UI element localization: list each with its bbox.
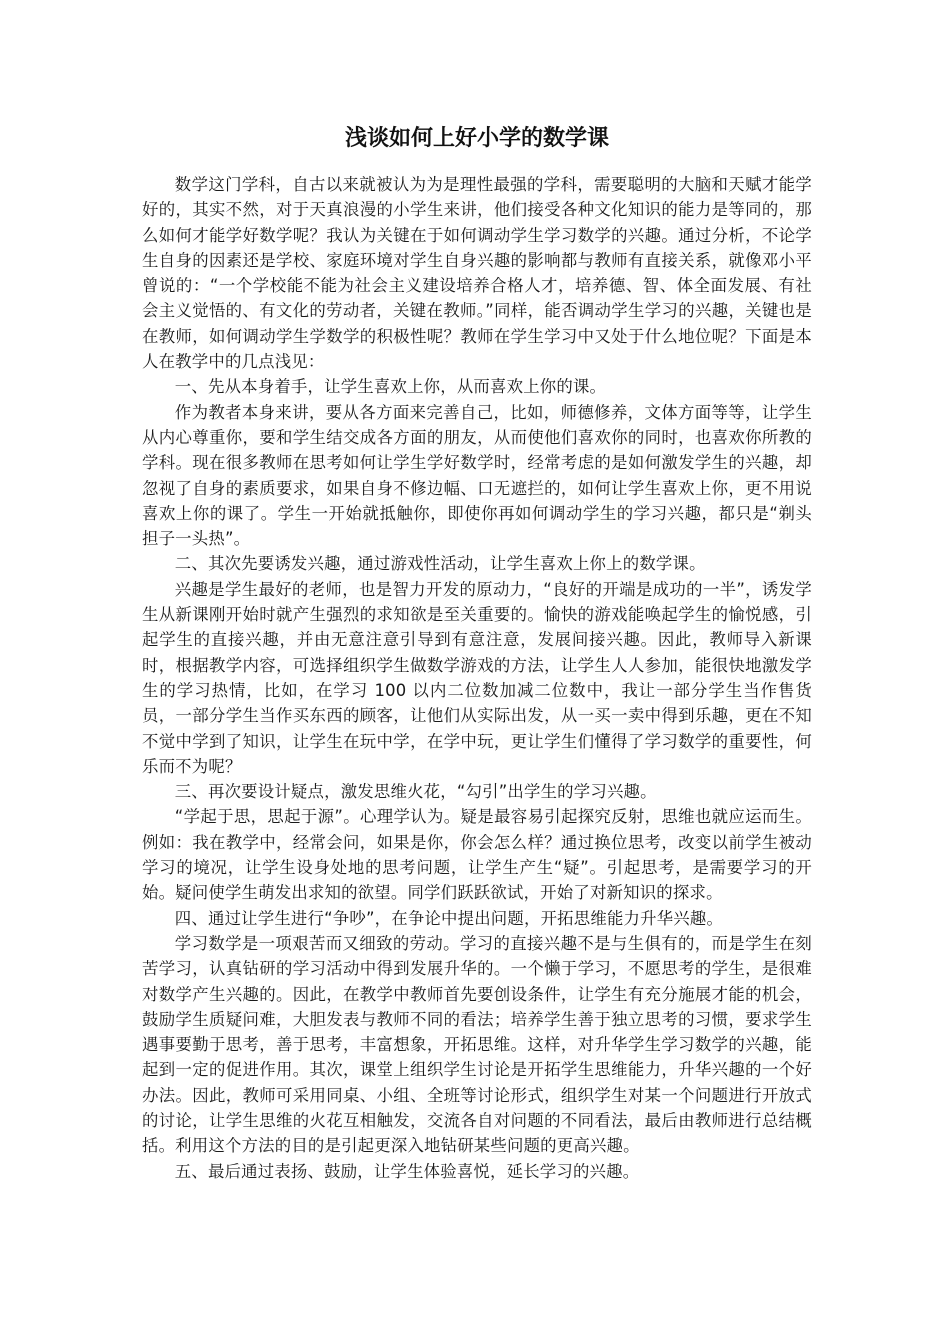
intro-paragraph: 数学这门学科，自古以来就被认为为是理性最强的学科，需要聪明的大脑和天赋才能学好的，其实不然，对于天真浪漫的小学生来讲，他们接受各种文化知识的能力是等同的，那么如何才能学好数学呢？我认为关键在于如何调动学生学习数学的兴趣。通过分析，不论学生自身的因素还是学校、家庭环境对学生自身兴趣的影响都与教师有直接关系，就像邓小平曾说的：“一个学校能不能为社会主义建设培养合格人才，培养德、智、体全面发展、有社会主义觉悟的、有文化的劳动者，关键在教师。”同样，能否调动学生学习的兴趣，关键也是在教师，如何调动学生学数学的积极性呢？教师在学生学习中又处于什么地位呢？下面是本人在教学中的几点浅见： <box>142 175 812 372</box>
document-page <box>142 0 812 1184</box>
section-heading-5: 五、最后通过表扬、鼓励，让学生体验喜悦，延长学习的兴趣。 <box>174 1161 640 1181</box>
section-body-4: 学习数学是一项艰苦而又细致的劳动。学习的直接兴趣不是与生俱有的，而是学生在刻苦学习，认真钻研的学习活动中得到发展升华的。一个懒于学习，不愿思考的学生，是很难对数学产生兴趣的。因此，在教学中教师首先要创设条件，让学生有充分施展才能的机会，鼓励学生质疑问难，大胆发表与教师不同的看法；培养学生善于独立思考的习惯，要求学生遇事要勤于思考，善于思考，丰富想象，开拓思维。这样，对升华学生学习数学的兴趣，能起到一定的促进作用。其次，课堂上组织学生讨论是开拓学生思维能力，升华兴趣的一个好办法。因此，教师可采用同桌、小组、全班等讨论形式，组织学生对某一个问题进行开放式的讨论，让学生思维的火花互相触发，交流各自对问题的不同看法，最后由教师进行总结概括。利用这个方法的目的是引起更深入地钻研某些问题的更高兴趣。 <box>142 933 812 1156</box>
section-body-3: “学起于思，思起于源”。心理学认为。疑是最容易引起探究反射，思维也就应运而生。例如：我在教学中，经常会问，如果是你，你会怎么样？通过换位思考，改变以前学生被动学习的境况，让学生设身处地的思考问题，让学生产生“疑”。引起思考，是需要学习的开始。疑问使学生萌发出求知的欲望。同学们跃跃欲试，开始了对新知识的探求。 <box>142 807 812 903</box>
section-heading-2: 二、其次先要诱发兴趣，通过游戏性活动，让学生喜欢上你上的数学课。 <box>174 554 706 574</box>
section-body-1: 作为教者本身来讲，要从各方面来完善自己，比如，师德修养，文体方面等等，让学生从内心尊重你，要和学生结交成各方面的朋友，从而使他们喜欢你的同时，也喜欢你所教的学科。现在很多教师在思考如何让学生学好数学时，经常考虑的是如何激发学生的兴趣，却忽视了自身的素质要求，如果自身不修边幅、口无遮拦的，如何让学生喜欢上你，更不用说喜欢上你的课了。学生一开始就抵触你，即使你再如何调动学生的学习兴趣，都只是“剃头担子一头热”。 <box>142 402 812 549</box>
page-title: 浅谈如何上好小学的数学课 <box>344 126 609 151</box>
section-heading-4: 四、通过让学生进行“争吵”，在争论中提出问题，开拓思维能力升华兴趣。 <box>174 908 724 928</box>
section-heading-3: 三、再次要设计疑点，激发思维火花，“勾引”出学生的学习兴趣。 <box>174 782 657 802</box>
section-body-2: 兴趣是学生最好的老师，也是智力开发的原动力，“良好的开端是成功的一半”，诱发学生从新课刚开始时就产生强烈的求知欲是至关重要的。愉快的游戏能唤起学生的愉悦感，引起学生的直接兴趣，并由无意注意引导到有意注意，发展间接兴趣。因此，教师导入新课时，根据教学内容，可选择组织学生做数学游戏的方法，让学生人人参加，能很快地激发学生的学习热情，比如，在学习 100 以内二位数加减二位数中，我让一部分学生当作售货员，一部分学生当作买东西的顾客，让他们从实际出发，从一买一卖中得到乐趣，更在不知不觉中学到了知识，让学生在玩中学，在学中玩，更让学生们懂得了学习数学的重要性，何乐而不为呢？ <box>142 579 812 776</box>
section-heading-1: 一、先从本身着手，让学生喜欢上你，从而喜欢上你的课。 <box>174 377 607 397</box>
article-body <box>142 172 812 1184</box>
